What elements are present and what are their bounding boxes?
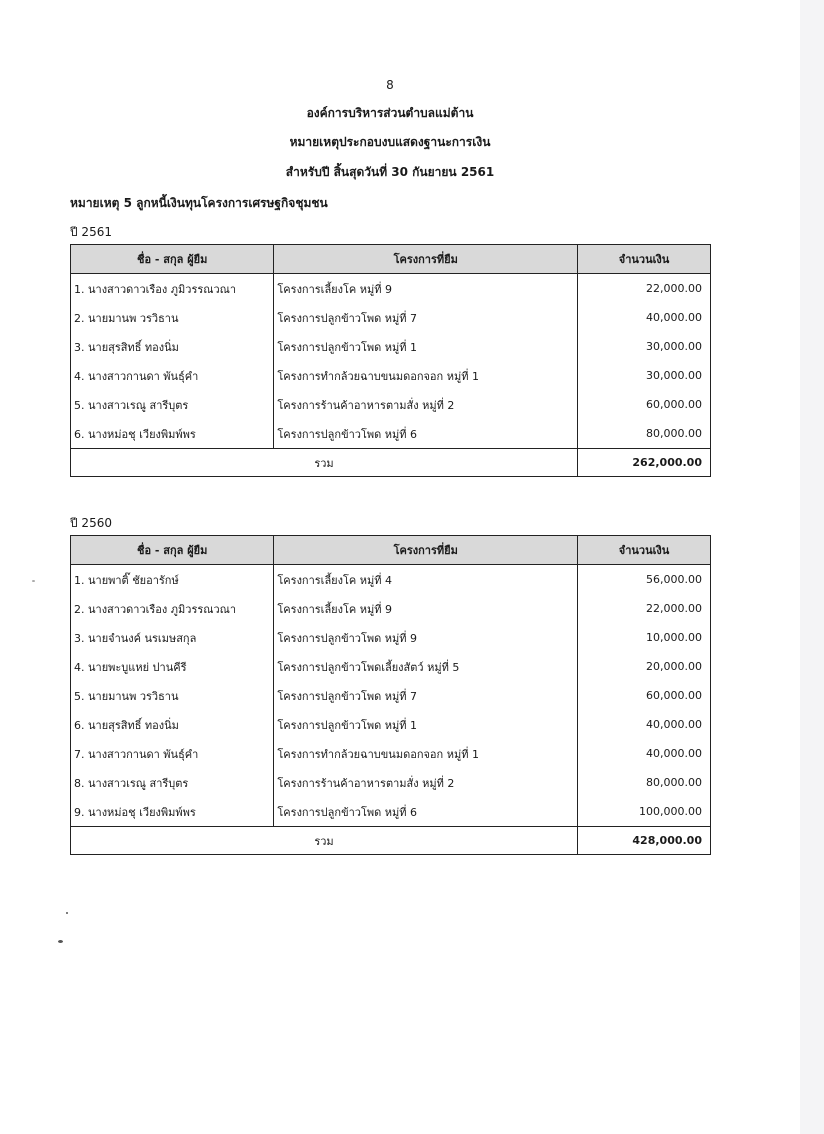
table-row xyxy=(71,332,711,361)
document-subtitle: หมายเหตุประกอบงบแสดงฐานะการเงิน xyxy=(289,135,491,149)
page-number: 8 xyxy=(386,78,394,92)
borrower-name: 7. นางสาวกานดา พันธุ์คำ xyxy=(71,739,274,768)
loan-table-2560 xyxy=(70,535,711,855)
loan-amount: 56,000.00 xyxy=(578,565,711,595)
year-label-2561: ปี 2561 xyxy=(70,225,112,239)
project-name: โครงการร้านค้าอาหารตามสั่ง หมู่ที่ 2 xyxy=(274,390,578,419)
borrower-name: 2. นายมานพ วรวิธาน xyxy=(71,303,274,332)
project-name: โครงการเลี้ยงโค หมู่ที่ 9 xyxy=(274,274,578,304)
borrower-name: 5. นายมานพ วรวิธาน xyxy=(71,681,274,710)
year-label-2560: ปี 2560 xyxy=(70,516,112,530)
loan-table-2561 xyxy=(70,244,711,477)
loan-amount: 22,000.00 xyxy=(578,274,711,304)
project-name: โครงการปลูกข้าวโพด หมู่ที่ 1 xyxy=(274,332,578,361)
loan-amount: 40,000.00 xyxy=(578,303,711,332)
project-name: โครงการปลูกข้าวโพด หมู่ที่ 7 xyxy=(274,303,578,332)
project-name: โครงการปลูกข้าวโพด หมู่ที่ 7 xyxy=(274,681,578,710)
project-name: โครงการทำกล้วยฉาบขนมดอกจอก หมู่ที่ 1 xyxy=(274,361,578,390)
borrower-name: 2. นางสาวดาวเรือง ภูมิวรรณวณา xyxy=(71,594,274,623)
column-header-project: โครงการที่ยืม xyxy=(274,536,578,565)
project-name: โครงการเลี้ยงโค หมู่ที่ 9 xyxy=(274,594,578,623)
table-row xyxy=(71,652,711,681)
reporting-period: สำหรับปี สิ้นสุดวันที่ 30 กันยายน 2561 xyxy=(285,165,495,179)
table-header-row xyxy=(71,245,711,274)
column-header-amount: จำนวนเงิน xyxy=(578,245,711,274)
scan-speck xyxy=(32,580,35,582)
table-header-row xyxy=(71,536,711,565)
scan-speck xyxy=(66,912,68,914)
organization-title: องค์การบริหารส่วนตำบลแม่ต้าน xyxy=(306,106,474,120)
loan-amount: 20,000.00 xyxy=(578,652,711,681)
borrower-name: 9. นางหม่อชุ เวียงพิมพ์พร xyxy=(71,797,274,827)
total-label: รวม xyxy=(71,827,578,855)
loan-amount: 40,000.00 xyxy=(578,739,711,768)
borrower-name: 4. นายพะบูแหย่ ปานคีรี xyxy=(71,652,274,681)
borrower-name: 8. นางสาวเรณู สารีบุตร xyxy=(71,768,274,797)
borrower-name: 5. นางสาวเรณู สารีบุตร xyxy=(71,390,274,419)
borrower-name: 6. นายสุรสิทธิ์ ทองนิ่ม xyxy=(71,710,274,739)
table-row xyxy=(71,361,711,390)
column-header-name: ชื่อ - สกุล ผู้ยืม xyxy=(71,536,274,565)
table-row xyxy=(71,594,711,623)
total-row xyxy=(71,827,711,855)
table-row xyxy=(71,768,711,797)
column-header-name: ชื่อ - สกุล ผู้ยืม xyxy=(71,245,274,274)
total-amount: 428,000.00 xyxy=(578,827,711,855)
borrower-name: 6. นางหม่อชุ เวียงพิมพ์พร xyxy=(71,419,274,449)
loan-amount: 40,000.00 xyxy=(578,710,711,739)
project-name: โครงการปลูกข้าวโพด หมู่ที่ 1 xyxy=(274,710,578,739)
loan-amount: 100,000.00 xyxy=(578,797,711,827)
scan-speck xyxy=(58,940,63,943)
borrower-name: 3. นายจำนงค์ นรเมษสกุล xyxy=(71,623,274,652)
loan-amount: 22,000.00 xyxy=(578,594,711,623)
table-row xyxy=(71,303,711,332)
project-name: โครงการร้านค้าอาหารตามสั่ง หมู่ที่ 2 xyxy=(274,768,578,797)
loan-amount: 30,000.00 xyxy=(578,361,711,390)
loan-amount: 80,000.00 xyxy=(578,419,711,449)
loan-amount: 30,000.00 xyxy=(578,332,711,361)
table-row xyxy=(71,797,711,827)
project-name: โครงการปลูกข้าวโพด หมู่ที่ 9 xyxy=(274,623,578,652)
project-name: โครงการปลูกข้าวโพด หมู่ที่ 6 xyxy=(274,797,578,827)
project-name: โครงการเลี้ยงโค หมู่ที่ 4 xyxy=(274,565,578,595)
table-row xyxy=(71,739,711,768)
borrower-name: 1. นายพาติ๊ ชัยอารักษ์ xyxy=(71,565,274,595)
borrower-name: 3. นายสุรสิทธิ์ ทองนิ่ม xyxy=(71,332,274,361)
project-name: โครงการทำกล้วยฉาบขนมดอกจอก หมู่ที่ 1 xyxy=(274,739,578,768)
borrower-name: 1. นางสาวดาวเรือง ภูมิวรรณวณา xyxy=(71,274,274,304)
table-row xyxy=(71,623,711,652)
loan-amount: 80,000.00 xyxy=(578,768,711,797)
table-row xyxy=(71,681,711,710)
table-row xyxy=(71,565,711,595)
table-row xyxy=(71,390,711,419)
project-name: โครงการปลูกข้าวโพด หมู่ที่ 6 xyxy=(274,419,578,449)
table-row xyxy=(71,419,711,449)
column-header-amount: จำนวนเงิน xyxy=(578,536,711,565)
table-row xyxy=(71,274,711,304)
total-label: รวม xyxy=(71,449,578,477)
loan-amount: 10,000.00 xyxy=(578,623,711,652)
loan-amount: 60,000.00 xyxy=(578,390,711,419)
total-row xyxy=(71,449,711,477)
table-row xyxy=(71,710,711,739)
note-title: หมายเหตุ 5 ลูกหนี้เงินทุนโครงการเศรษฐกิจชุมชน xyxy=(70,196,328,210)
borrower-name: 4. นางสาวกานดา พันธุ์คำ xyxy=(71,361,274,390)
column-header-project: โครงการที่ยืม xyxy=(274,245,578,274)
project-name: โครงการปลูกข้าวโพดเลี้ยงสัตว์ หมู่ที่ 5 xyxy=(274,652,578,681)
total-amount: 262,000.00 xyxy=(578,449,711,477)
loan-amount: 60,000.00 xyxy=(578,681,711,710)
